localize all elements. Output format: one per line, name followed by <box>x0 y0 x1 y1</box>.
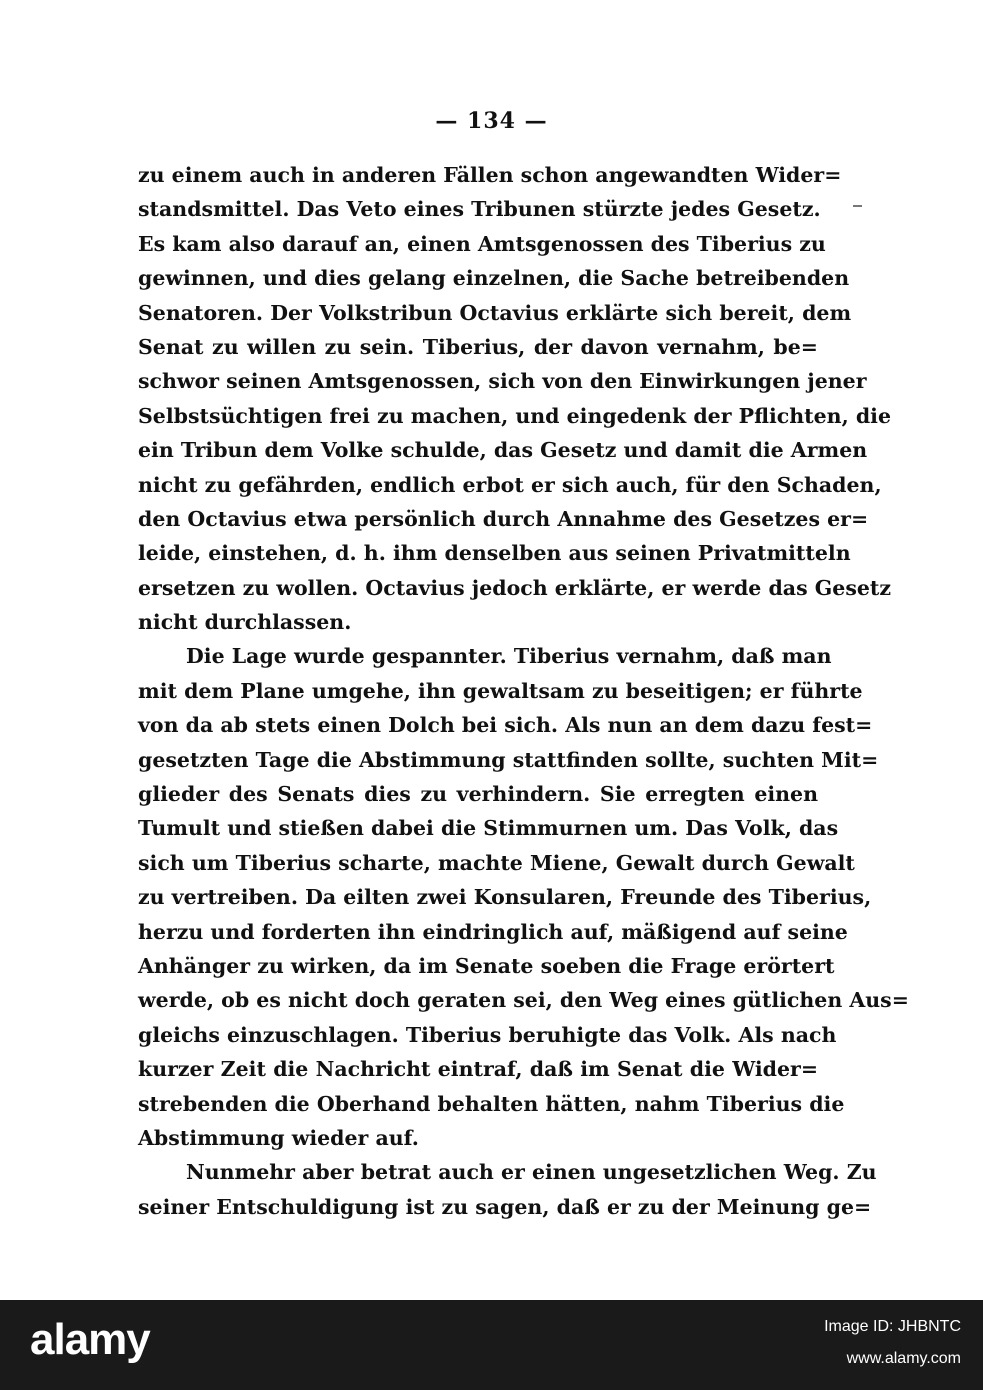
text-line: gewinnen, und dies gelang einzelnen, die Sache betreibenden <box>138 266 850 291</box>
text-line: gesetzten Tage die Abstimmung stattfinden sollte, suchten Mit= <box>138 747 879 772</box>
margin-mark <box>853 205 862 207</box>
image-id-label: Image ID: JHBNTC <box>824 1318 961 1335</box>
text-line: Es kam also darauf an, einen Amtsgenossen des Tiberius zu <box>138 231 826 256</box>
page-number: — 134 — <box>435 108 548 134</box>
text-line: seiner Entschuldigung ist zu sagen, daß er zu der Meinung ge= <box>138 1194 872 1219</box>
text-line: kurzer Zeit die Nachricht eintraf, daß im Senat die Wider= <box>138 1057 818 1082</box>
site-url: www.alamy.com <box>846 1350 961 1367</box>
text-line: Nunmehr aber betrat auch er einen ungesetzlichen Weg. Zu <box>186 1160 877 1185</box>
text-line: nicht zu gefährden, endlich erbot er sich auch, für den Schaden, <box>138 472 882 497</box>
text-line: ersetzen zu wollen. Octavius jedoch erklärte, er werde das Gesetz <box>138 575 892 600</box>
text-line: Die Lage wurde gespannter. Tiberius vernahm, daß man <box>186 644 832 669</box>
text-line: nicht durchlassen. <box>138 610 352 635</box>
text-line: zu einem auch in anderen Fällen schon angewandten Wider= <box>138 163 842 187</box>
body-text <box>138 158 909 1224</box>
text-line: strebenden die Oberhand behalten hätten, nahm Tiberius die <box>138 1091 845 1116</box>
text-line: den Octavius etwa persönlich durch Annahme des Gesetzes er= <box>138 506 869 531</box>
text-line: Senatoren. Der Volkstribun Octavius erklärte sich bereit, dem <box>138 300 852 325</box>
text-line: ein Tribun dem Volke schulde, das Gesetz und damit die Armen <box>138 438 868 463</box>
text-line: Selbstsüchtigen frei zu machen, und eingedenk der Pflichten, die <box>138 403 892 428</box>
text-line: standsmittel. Das Veto eines Tribunen stürzte jedes Gesetz. <box>138 197 821 222</box>
text-line: mit dem Plane umgehe, ihn gewaltsam zu beseitigen; er führte <box>138 678 863 703</box>
text-line: sich um Tiberius scharte, machte Miene, Gewalt durch Gewalt <box>138 850 855 875</box>
text-line: herzu und forderten ihn eindringlich auf, mäßigend auf seine <box>138 919 848 944</box>
text-line: zu vertreiben. Da eilten zwei Konsularen, Freunde des Tiberius, <box>138 885 872 910</box>
text-line: Tumult und stießen dabei die Stimmurnen um. Das Volk, das <box>138 816 839 841</box>
text-line: gleichs einzuschlagen. Tiberius beruhigte das Volk. Als nach <box>138 1022 837 1047</box>
text-line: Senat zu willen zu sein. Tiberius, der davon vernahm, be= <box>138 334 818 359</box>
text-line: glieder des Senats dies zu verhindern. Sie erregten einen <box>138 782 818 807</box>
text-line: Anhänger zu wirken, da im Senate soeben die Frage erörtert <box>138 953 835 978</box>
text-line: Abstimmung wieder auf. <box>138 1125 419 1150</box>
text-line: werde, ob es nicht doch geraten sei, den Weg eines gütlichen Aus= <box>138 988 909 1013</box>
text-line: schwor seinen Amtsgenossen, sich von den Einwirkungen jener <box>138 369 867 394</box>
text-line: leide, einstehen, d. h. ihm denselben aus seinen Privatmitteln <box>138 541 851 566</box>
alamy-logo: alamy <box>30 1315 150 1364</box>
text-line: von da ab stets einen Dolch bei sich. Als nun an dem dazu fest= <box>138 713 873 738</box>
